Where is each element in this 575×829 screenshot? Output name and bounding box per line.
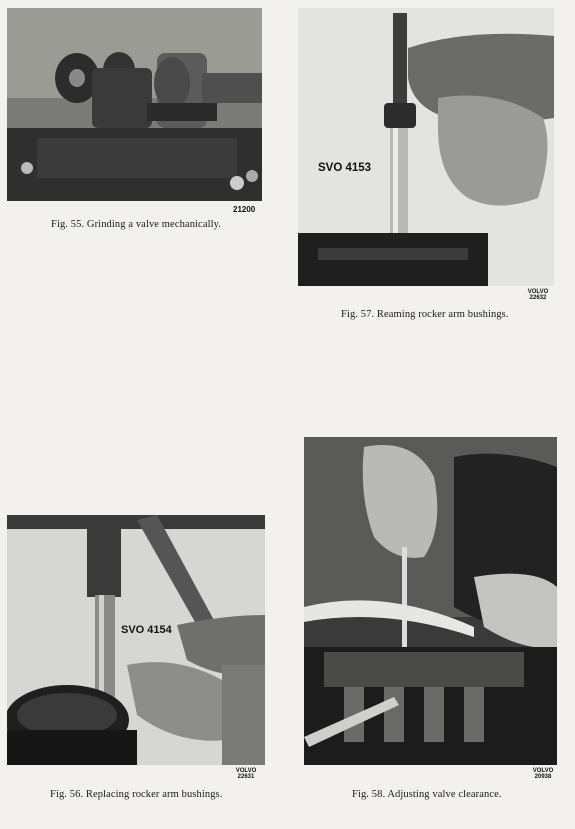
fig56-tool-label: SVO 4154 <box>121 624 172 636</box>
reamer-illustration <box>298 8 554 286</box>
fig56-caption: Fig. 56. Replacing rocker arm bushings. <box>50 789 223 800</box>
fig57-photo <box>298 8 554 286</box>
fig55-caption: Fig. 55. Grinding a valve mechanically. <box>51 219 222 230</box>
fig58-brand: VOLVO <box>532 768 554 774</box>
fig58-volvo-mark <box>528 768 558 780</box>
fig56-volvo-mark <box>231 768 261 780</box>
press-tool-illustration <box>7 515 265 765</box>
fig58-photo <box>304 437 557 765</box>
fig55-photo <box>7 8 262 201</box>
fig58-caption: Fig. 58. Adjusting valve clearance. <box>352 789 502 800</box>
fig57-caption: Fig. 57. Reaming rocker arm bushings. <box>341 309 509 320</box>
fig57-code: 22632 <box>529 295 547 301</box>
fig56-code: 22631 <box>237 774 255 780</box>
fig56-photo <box>7 515 265 765</box>
valve-clearance-illustration <box>304 437 557 765</box>
fig57-brand: VOLVO <box>527 289 549 295</box>
fig55-code: 21200 <box>233 205 256 214</box>
valve-grinding-machine-illustration <box>7 8 262 201</box>
fig57-volvo-mark <box>523 289 553 301</box>
fig57-tool-label: SVO 4153 <box>318 162 372 174</box>
fig56-brand: VOLVO <box>235 768 257 774</box>
fig58-code: 20938 <box>534 774 552 780</box>
